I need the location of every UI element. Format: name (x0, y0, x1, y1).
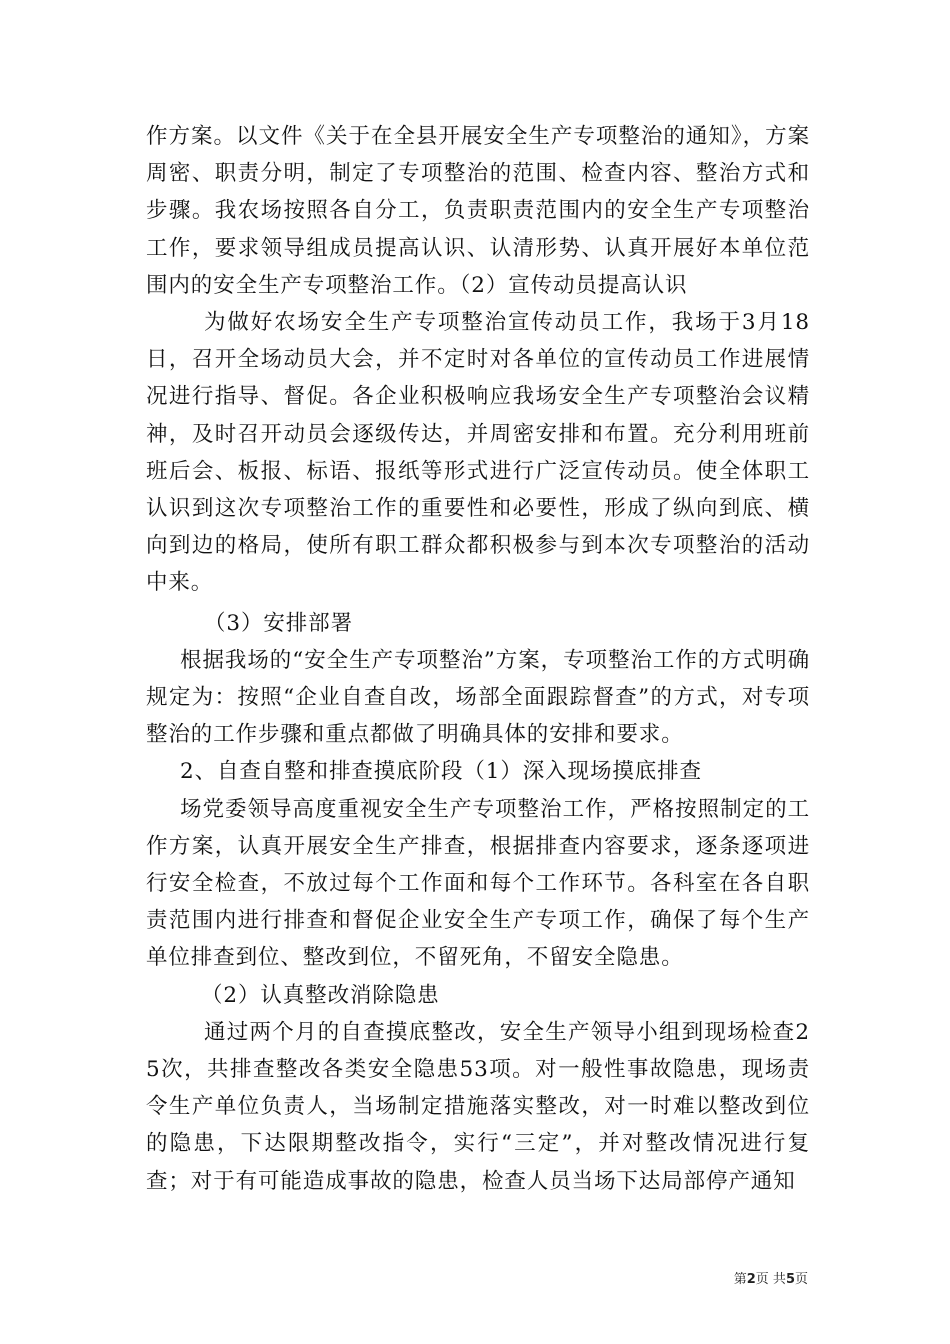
paragraph-work-plan: 作方案。以文件《关于在全县开展安全生产专项整治的通知》，方案周密、职责分明，制定了专项整治的范围、检查内容、整治方式和步骤。我农场按照各自分工，负责职责范围内的安全生产专项整治工作，要求领导组成员提高认识、认清形势、认真开展好本单位范围内的安全生产专项整治工作。（2）宣传动员提高认识 (146, 124, 810, 298)
current-page-number: 2 (746, 1272, 756, 1287)
paragraph-mobilization: 为做好农场安全生产专项整治宣传动员工作，我场于3月18日，召开全场动员大会，并不定时对各单位的宣传动员工作进展情况进行指导、督促。各企业积极响应我场安全生产专项整治会议精神，及时召开动员会逐级传达，并周密安排和布置。充分利用班前班后会、板报、标语、报纸等形式进行广泛宣传动员。使全体职工认识到这次专项整治工作的重要性和必要性，形成了纵向到底、横向到边的格局，使所有职工群众都积极参与到本次专项整治的活动中来。 (146, 310, 810, 596)
paragraph-self-inspection: 场党委领导高度重视安全生产专项整治工作，严格按照制定的工作方案，认真开展安全生产排查，根据排查内容要求，逐条逐项进行安全检查，不放过每个工作面和每个工作环节。各科室在各自职责范围内进行排查和督促企业安全生产专项工作，确保了每个生产单位排查到位、整改到位，不留死角，不留安全隐患。 (146, 796, 810, 971)
heading-self-inspection: 2、自查自整和排查摸底阶段（1）深入现场摸底排查 (180, 759, 702, 785)
footer-suffix: 页 (794, 1272, 808, 1287)
paragraph-arrangement: 根据我场的“安全生产专项整治”方案，专项整治工作的方式明确规定为：按照“企业自查自改，场部全面跟踪督查”的方式，对专项整治的工作步骤和重点都做了明确具体的安排和要求。 (146, 647, 810, 748)
heading-arrangement: （3）安排部署 (204, 610, 353, 636)
footer-middle: 页 共 (755, 1272, 786, 1287)
total-page-number: 5 (785, 1272, 795, 1287)
document-body (146, 118, 810, 1200)
footer-prefix: 第 (733, 1272, 747, 1287)
paragraph-rectification: 通过两个月的自查摸底整改，安全生产领导小组到现场检查25次，共排查整改各类安全隐患53项。对一般性事故隐患，现场责令生产单位负责人，当场制定措施落实整改，对一时难以整改到位的隐患，下达限期整改指令，实行“三定”，并对整改情况进行复查；对于有可能造成事故的隐患，检查人员当场下达局部停产通知 (146, 1019, 810, 1194)
heading-rectification: （2）认真整改消除隐患 (201, 982, 440, 1008)
page-number-footer (734, 1272, 808, 1288)
